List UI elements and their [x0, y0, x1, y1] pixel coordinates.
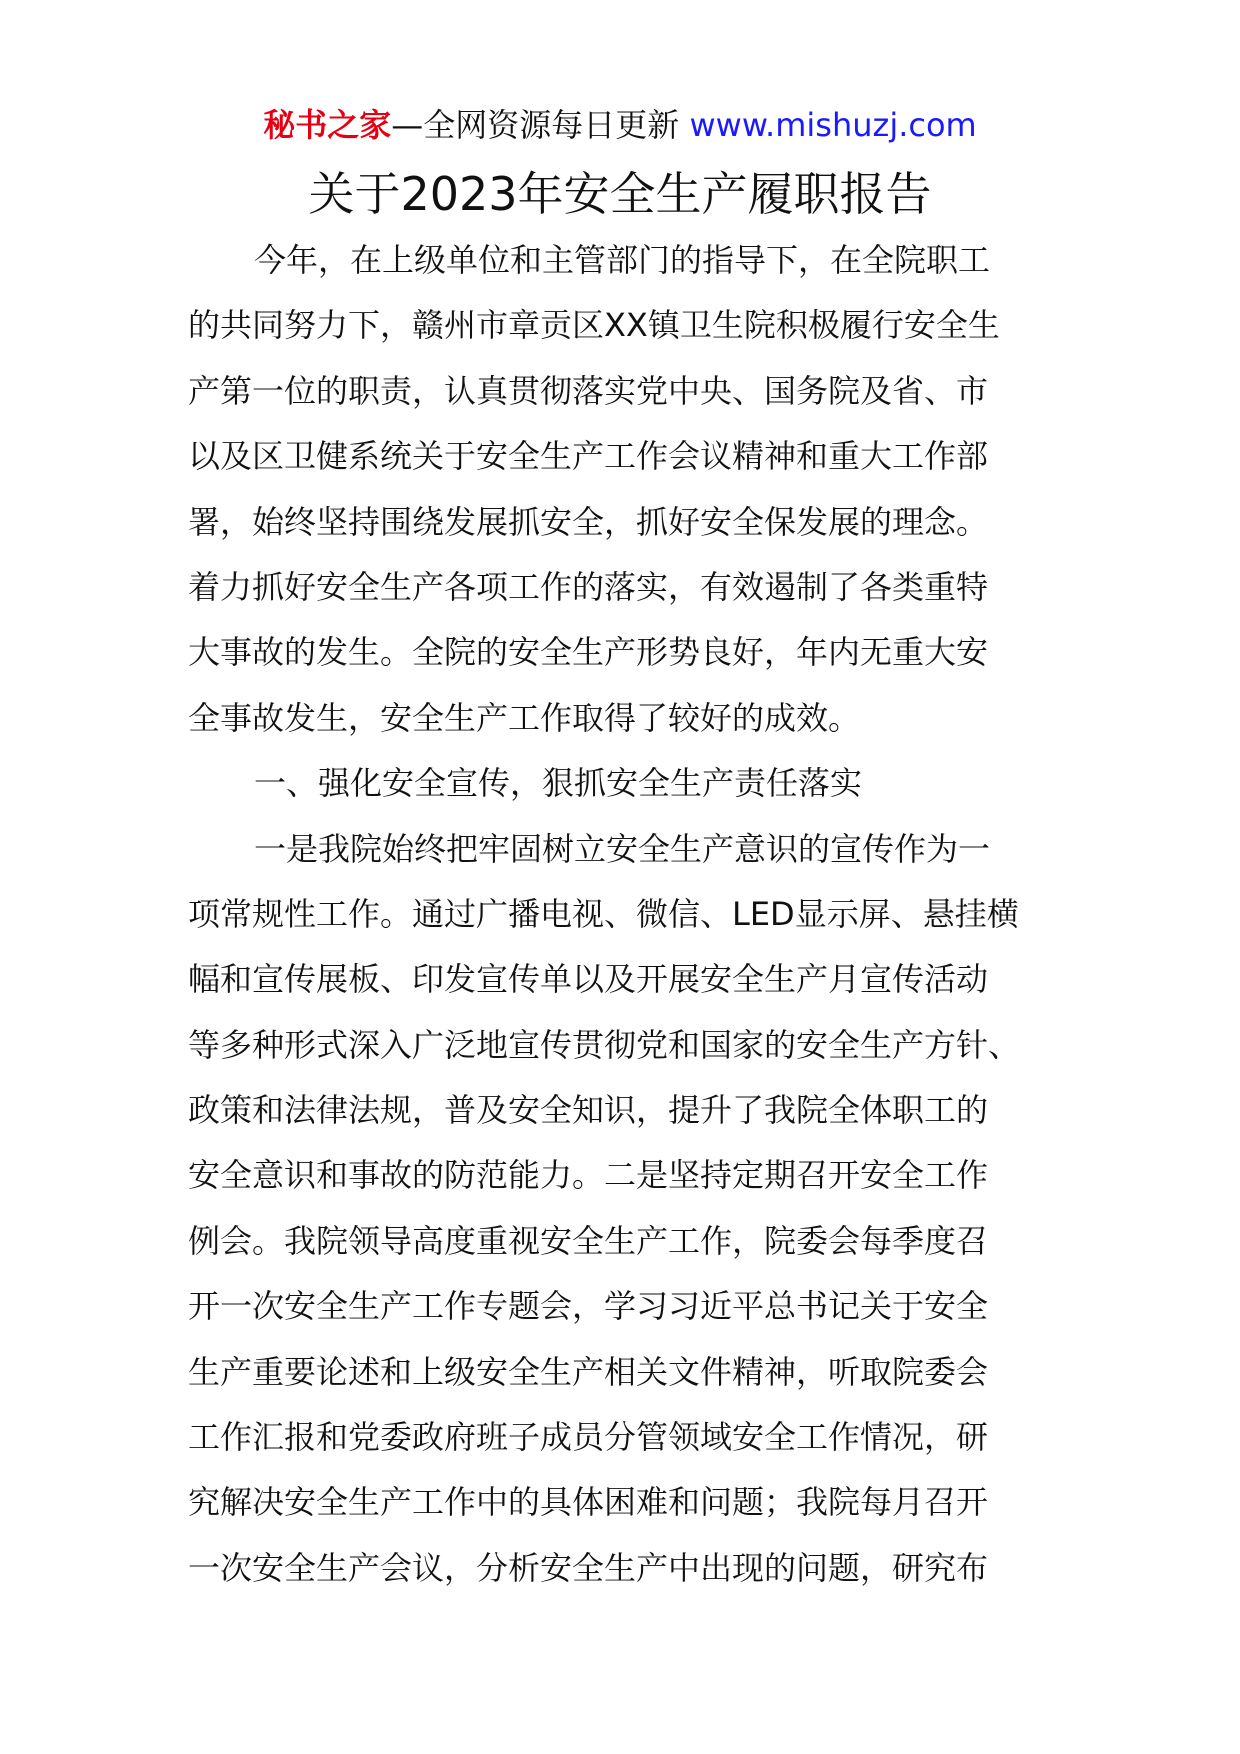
- document-body: [188, 228, 1068, 1601]
- paragraph-line: 等多种形式深入广泛地宣传贯彻党和国家的安全生产方针、: [188, 1025, 1021, 1064]
- paragraph-line: 一是我院始终把牢固树立安全生产意识的宣传作为一: [254, 829, 991, 868]
- paragraph-line: 着力抓好安全生产各项工作的落实，有效遏制了各类重特: [188, 567, 989, 606]
- paragraph-line: 安全意识和事故的防范能力。二是坚持定期召开安全工作: [188, 1156, 989, 1195]
- paragraph-line: 开一次安全生产工作专题会，学习习近平总书记关于安全: [188, 1287, 989, 1326]
- section-heading: 一、强化安全宣传，狠抓安全生产责任落实: [254, 764, 863, 803]
- paragraph-line: 工作汇报和党委政府班子成员分管领域安全工作情况，研: [188, 1418, 989, 1457]
- paragraph-line: 全事故发生，安全生产工作取得了较好的成效。: [188, 698, 861, 737]
- paragraph-line: 例会。我院领导高度重视安全生产工作，院委会每季度召: [188, 1221, 989, 1260]
- paragraph-line: 以及区卫健系统关于安全生产工作会议精神和重大工作部: [188, 437, 989, 476]
- site-url-link[interactable]: www.mishuzj.com: [689, 106, 977, 144]
- paragraph-line: 署，始终坚持围绕发展抓安全，抓好安全保发展的理念。: [188, 502, 989, 541]
- paragraph-line: 的共同努力下，赣州市章贡区XX镇卫生院积极履行安全生: [188, 306, 1000, 345]
- paragraph-line: 大事故的发生。全院的安全生产形势良好，年内无重大安: [188, 633, 989, 672]
- paragraph-line: 今年，在上级单位和主管部门的指导下，在全院职工: [254, 241, 991, 279]
- paragraph-line: 政策和法律法规，普及安全知识，提升了我院全体职工的: [188, 1091, 989, 1130]
- paragraph-line: 一次安全生产会议，分析安全生产中出现的问题，研究布: [188, 1548, 989, 1587]
- paragraph-line: 生产重要论述和上级安全生产相关文件精神，听取院委会: [188, 1352, 989, 1391]
- document-title: 关于2023年安全生产履职报告: [308, 167, 932, 221]
- paragraph-line: 究解决安全生产工作中的具体困难和问题；我院每月召开: [188, 1483, 989, 1522]
- site-header: [0, 100, 1240, 150]
- paragraph-line: 产第一位的职责，认真贯彻落实党中央、国务院及省、市: [188, 371, 989, 410]
- paragraph-line: 项常规性工作。通过广播电视、微信、LED显示屏、悬挂横: [188, 894, 1019, 933]
- brand-name: 秘书之家: [263, 106, 392, 144]
- header-tagline: —全网资源每日更新: [391, 106, 680, 144]
- paragraph-line: 幅和宣传展板、印发宣传单以及开展安全生产月宣传活动: [188, 960, 989, 999]
